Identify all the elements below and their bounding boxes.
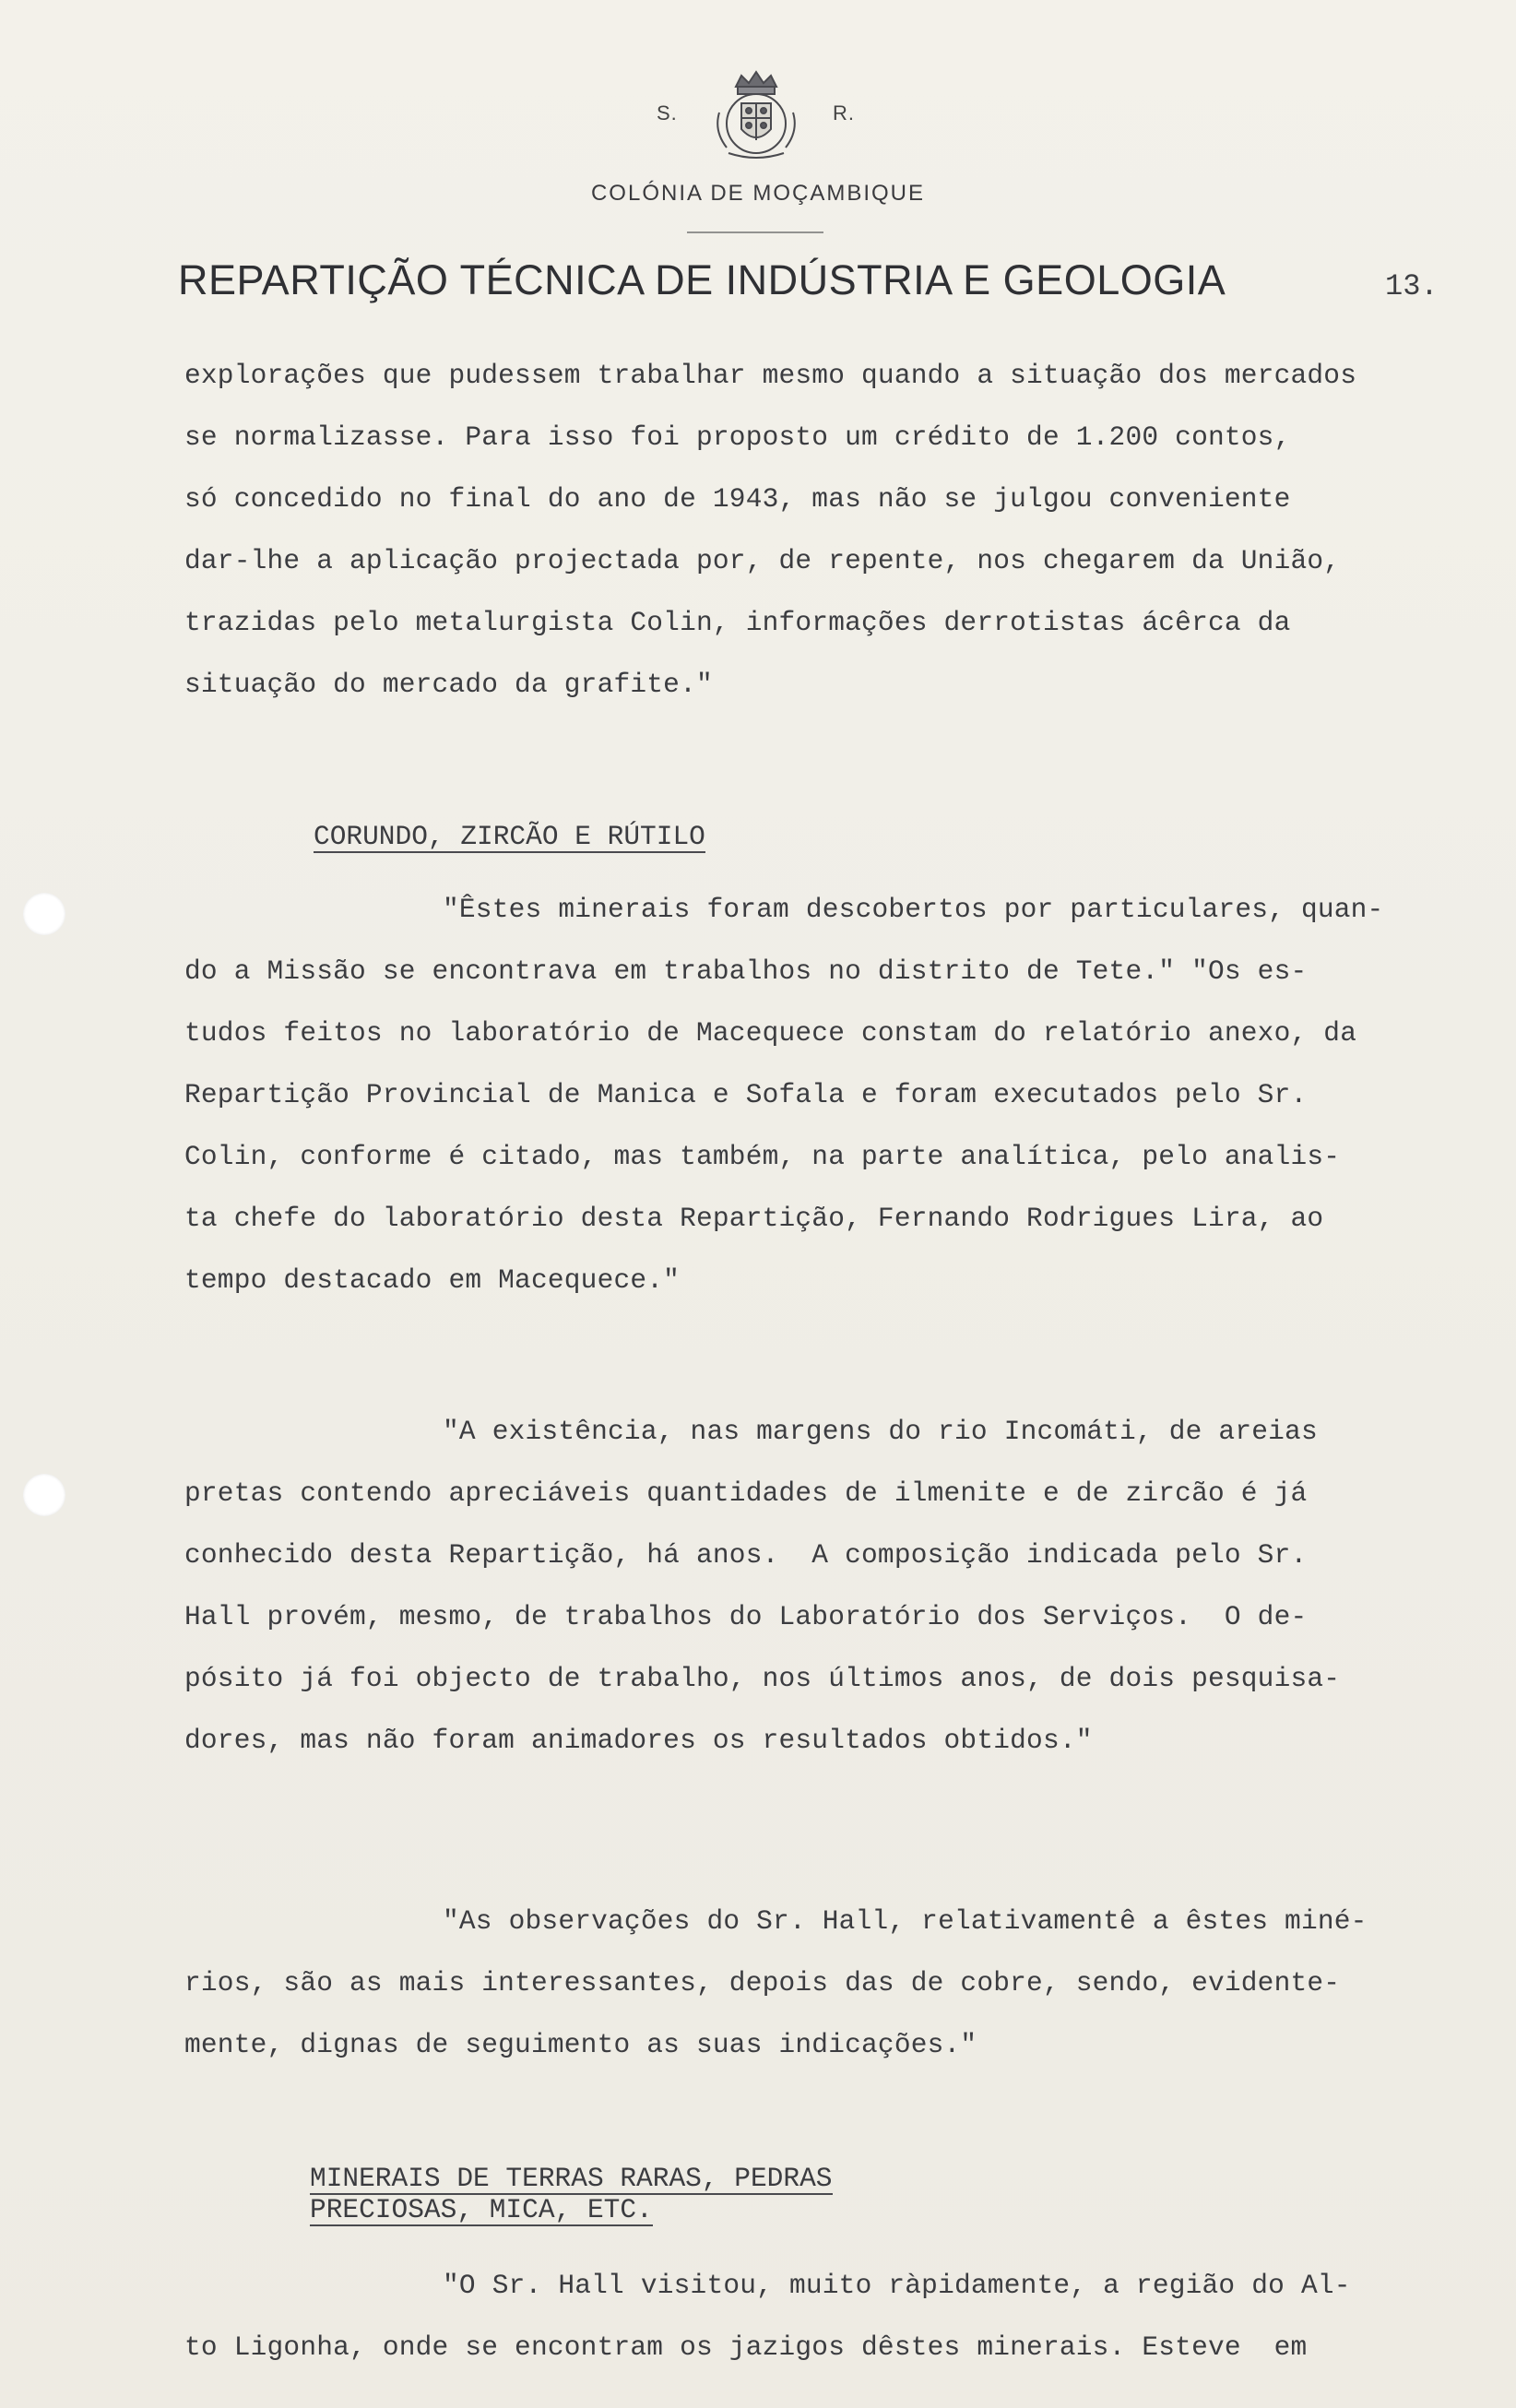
text-line: explorações que pudessem trabalhar mesmo quando a situação dos mercados xyxy=(184,360,1357,391)
colony-name: COLÓNIA DE MOÇAMBIQUE xyxy=(590,181,926,206)
text-line: to Ligonha, onde se encontram os jazigos dêstes minerais. Esteve em xyxy=(184,2331,1308,2363)
text-line: pósito já foi objecto de trabalho, nos últimos anos, de dois pesquisa- xyxy=(184,1663,1341,1694)
punch-hole xyxy=(23,1474,65,1516)
text-line: Repartição Provincial de Manica e Sofala e foram executados pelo Sr. xyxy=(184,1079,1308,1110)
text-line: mente, dignas de seguimento as suas indicações." xyxy=(184,2029,977,2060)
text-line: do a Missão se encontrava em trabalhos no distrito de Tete." "Os es- xyxy=(184,955,1308,987)
text-line: dar-lhe a aplicação projectada por, de repente, nos chegarem da União, xyxy=(184,545,1341,576)
text-line: se normalizasse. Para isso foi proposto um crédito de 1.200 contos, xyxy=(184,421,1291,453)
text-line: pretas contendo apreciáveis quantidades de ilmenite e de zircão é já xyxy=(184,1477,1308,1509)
section-heading: MINERAIS DE TERRAS RARAS, PEDRAS xyxy=(310,2163,833,2194)
text-line: só concedido no final do ano de 1943, mas não se julgou conveniente xyxy=(184,483,1291,515)
section-heading: CORUNDO, ZIRCÃO E RÚTILO xyxy=(314,821,705,852)
text-line: Hall provém, mesmo, de trabalhos do Laboratório dos Serviços. O de- xyxy=(184,1601,1308,1632)
text-line: conhecido desta Repartição, há anos. A composição indicada pelo Sr. xyxy=(184,1539,1308,1571)
text-line: ta chefe do laboratório desta Repartição, Fernando Rodrigues Lira, ao xyxy=(184,1203,1324,1234)
text-line: "Êstes minerais foram descobertos por particulares, quan- xyxy=(443,894,1384,925)
text-line: Colin, conforme é citado, mas também, na parte analítica, pelo analis- xyxy=(184,1141,1341,1172)
text-line: "A existência, nas margens do rio Incomáti, de areias xyxy=(443,1416,1318,1447)
text-line: dores, mas não foram animadores os resultados obtidos." xyxy=(184,1725,1093,1756)
section-heading: PRECIOSAS, MICA, ETC. xyxy=(310,2194,653,2225)
letterhead-crest-row xyxy=(0,66,1516,168)
letterhead-divider xyxy=(687,231,823,233)
letterhead-left-mark: S. xyxy=(657,101,678,125)
page-number: 13. xyxy=(1385,269,1439,303)
punch-hole xyxy=(23,893,65,935)
department-title: REPARTIÇÃO TÉCNICA DE INDÚSTRIA E GEOLOGIA xyxy=(178,256,1226,303)
text-line: "As observações do Sr. Hall, relativamentê a êstes miné- xyxy=(443,1905,1368,1937)
text-line: tudos feitos no laboratório de Macequece constam do relatório anexo, da xyxy=(184,1017,1357,1049)
text-line: "O Sr. Hall visitou, muito ràpidamente, a região do Al- xyxy=(443,2270,1351,2301)
text-line: situação do mercado da grafite." xyxy=(184,669,713,700)
text-line: rios, são as mais interessantes, depois das de cobre, sendo, evidente- xyxy=(184,1967,1341,1999)
coat-of-arms-icon xyxy=(701,66,811,168)
text-line: tempo destacado em Macequece." xyxy=(184,1264,681,1296)
letterhead-right-mark: R. xyxy=(833,101,855,125)
text-line: trazidas pelo metalurgista Colin, informações derrotistas ácêrca da xyxy=(184,607,1291,638)
